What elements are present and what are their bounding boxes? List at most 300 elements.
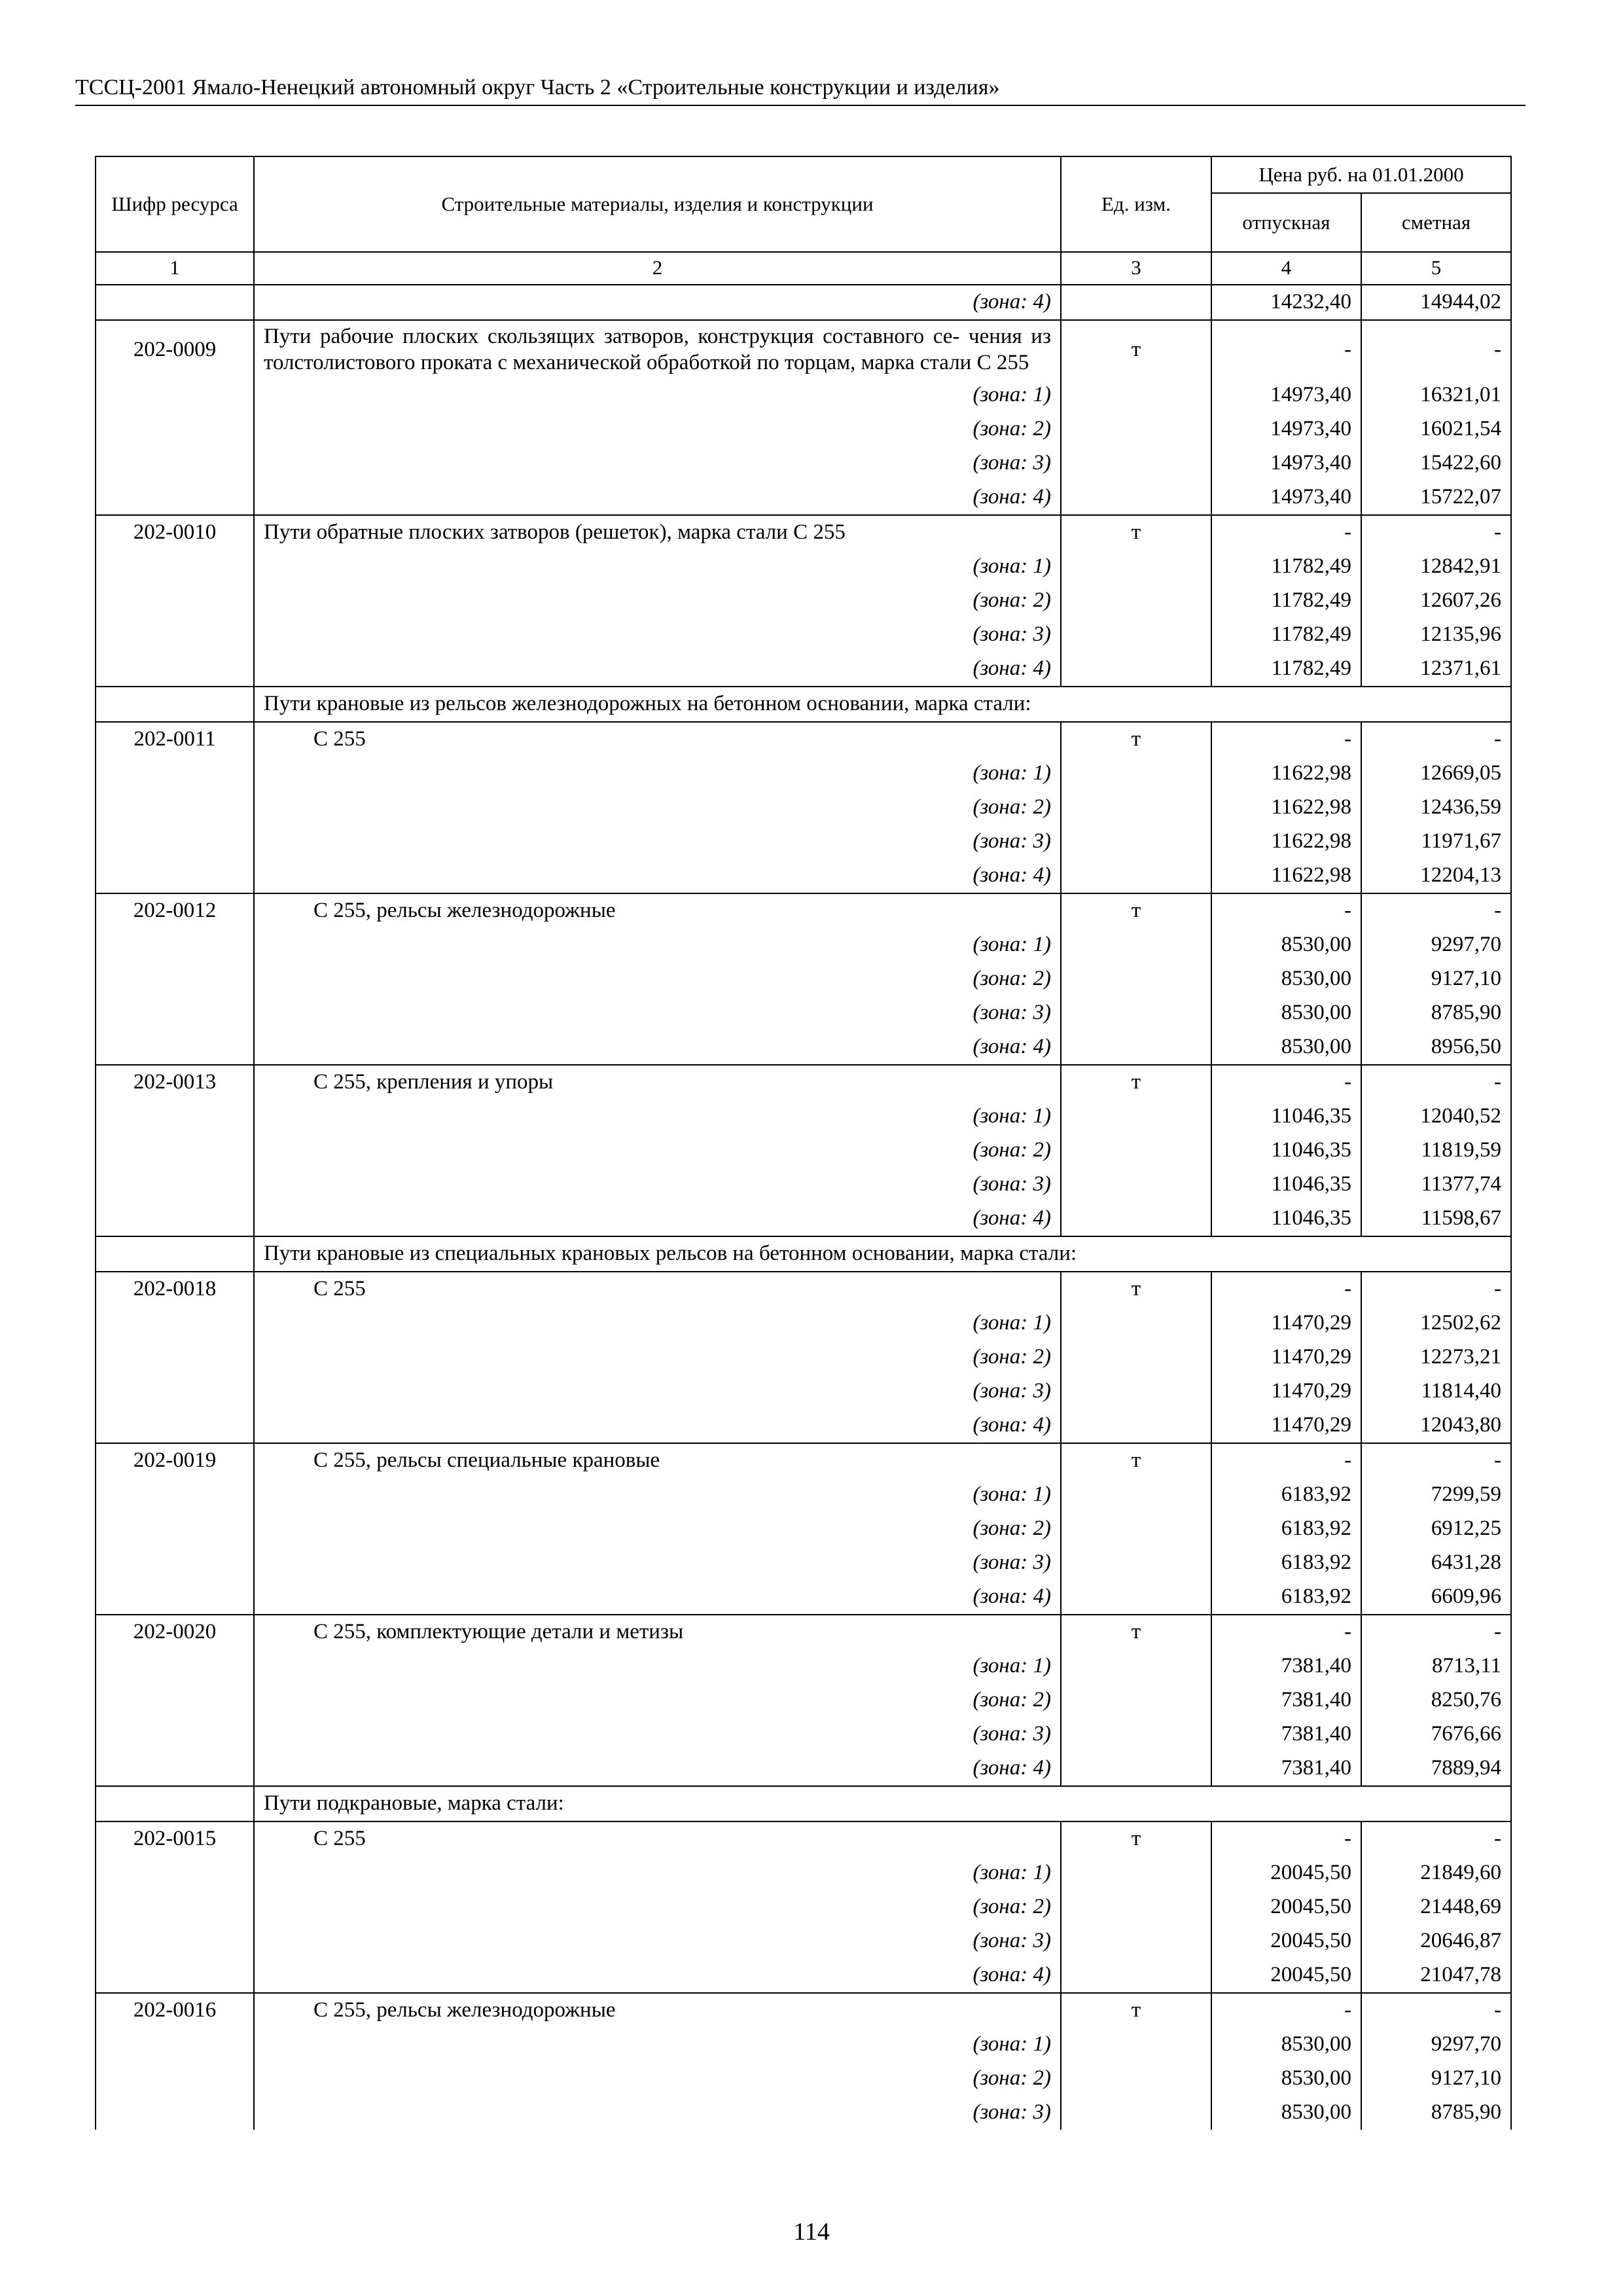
item-name: С 255, рельсы специальные крановые xyxy=(254,1443,1061,1478)
price-table xyxy=(95,156,1512,2130)
zone-row xyxy=(96,1134,1511,1168)
estimate-price: - xyxy=(1361,515,1511,550)
code-cell xyxy=(96,550,254,584)
unit-cell xyxy=(1061,1751,1211,1786)
estimate-price: - xyxy=(1361,1272,1511,1306)
unit-cell xyxy=(1061,1134,1211,1168)
code-cell xyxy=(96,412,254,446)
estimate-price: 12502,62 xyxy=(1361,1306,1511,1340)
code-cell xyxy=(96,1546,254,1580)
unit-cell xyxy=(1061,1890,1211,1924)
zone-label: (зона: 1) xyxy=(254,757,1061,791)
col-number: 3 xyxy=(1061,252,1211,285)
zone-label: (зона: 1) xyxy=(254,378,1061,412)
zone-row xyxy=(96,1924,1511,1958)
zone-row xyxy=(96,550,1511,584)
zone-row xyxy=(96,1030,1511,1065)
release-price: 11470,29 xyxy=(1211,1408,1361,1443)
zone-label: (зона: 3) xyxy=(254,1374,1061,1408)
resource-code: 202-0012 xyxy=(96,893,254,928)
release-price: 11046,35 xyxy=(1211,1134,1361,1168)
col-estimate-header: сметная xyxy=(1361,193,1511,252)
zone-label: (зона: 3) xyxy=(254,2096,1061,2130)
code-cell xyxy=(96,928,254,962)
zone-row xyxy=(96,1751,1511,1786)
unit-cell xyxy=(1061,480,1211,515)
zone-label: (зона: 1) xyxy=(254,928,1061,962)
item-row xyxy=(96,1272,1511,1306)
code-cell xyxy=(96,1134,254,1168)
code-cell xyxy=(96,996,254,1030)
release-price: 7381,40 xyxy=(1211,1751,1361,1786)
unit-cell xyxy=(1061,446,1211,480)
estimate-price: 16321,01 xyxy=(1361,378,1511,412)
item-row xyxy=(96,1993,1511,2028)
zone-label: (зона: 2) xyxy=(254,962,1061,996)
col-number: 5 xyxy=(1361,252,1511,285)
zone-label: (зона: 2) xyxy=(254,791,1061,825)
zone-label: (зона: 1) xyxy=(254,1478,1061,1512)
estimate-price: 11598,67 xyxy=(1361,1202,1511,1236)
item-name: Пути рабочие плоских скользящих затворов, конструкция составного се- чения из толстолистового проката с механической обработкой по торцам, марка стали С 255 xyxy=(254,320,1061,378)
zone-label: (зона: 2) xyxy=(254,2062,1061,2096)
zone-label: (зона: 4) xyxy=(254,1580,1061,1615)
unit-cell: т xyxy=(1061,893,1211,928)
estimate-price: 12607,26 xyxy=(1361,584,1511,618)
estimate-price: - xyxy=(1361,1615,1511,1649)
code-cell xyxy=(96,618,254,652)
code-cell xyxy=(96,1856,254,1890)
estimate-price: 9127,10 xyxy=(1361,2062,1511,2096)
estimate-price: 12273,21 xyxy=(1361,1340,1511,1374)
estimate-price: 8713,11 xyxy=(1361,1649,1511,1683)
unit-cell xyxy=(1061,1924,1211,1958)
zone-label: (зона: 1) xyxy=(254,1856,1061,1890)
code-cell xyxy=(96,757,254,791)
zone-row xyxy=(96,1649,1511,1683)
item-name: С 255, рельсы железнодорожные xyxy=(254,1993,1061,2028)
code-cell xyxy=(96,1924,254,1958)
release-price: 11622,98 xyxy=(1211,791,1361,825)
code-cell xyxy=(96,1100,254,1134)
estimate-price: - xyxy=(1361,722,1511,757)
section-row xyxy=(96,1236,1511,1272)
release-price: 7381,40 xyxy=(1211,1683,1361,1717)
estimate-price: - xyxy=(1361,1443,1511,1478)
release-price: - xyxy=(1211,722,1361,757)
estimate-price: 21849,60 xyxy=(1361,1856,1511,1890)
unit-cell xyxy=(1061,1340,1211,1374)
col-price-header: Цена руб. на 01.01.2000 xyxy=(1211,156,1511,193)
zone-row xyxy=(96,825,1511,859)
code-cell xyxy=(96,859,254,893)
zone-label: (зона: 3) xyxy=(254,1546,1061,1580)
zone-label: (зона: 3) xyxy=(254,618,1061,652)
zone-label: (зона: 4) xyxy=(254,1030,1061,1065)
unit-cell xyxy=(1061,378,1211,412)
unit-cell xyxy=(1061,285,1211,320)
zone-label: (зона: 4) xyxy=(254,652,1061,687)
item-row xyxy=(96,320,1511,378)
resource-code: 202-0011 xyxy=(96,722,254,757)
item-name: С 255, крепления и упоры xyxy=(254,1065,1061,1100)
zone-row xyxy=(96,1958,1511,1993)
unit-cell xyxy=(1061,996,1211,1030)
unit-cell xyxy=(1061,584,1211,618)
section-code-cell xyxy=(96,1786,254,1821)
release-price: - xyxy=(1211,1821,1361,1856)
code-cell xyxy=(96,1478,254,1512)
unit-cell xyxy=(1061,2096,1211,2130)
release-price: - xyxy=(1211,1272,1361,1306)
code-cell xyxy=(96,378,254,412)
release-price: 11470,29 xyxy=(1211,1306,1361,1340)
estimate-price: 12135,96 xyxy=(1361,618,1511,652)
zone-row xyxy=(96,618,1511,652)
release-price: 8530,00 xyxy=(1211,928,1361,962)
zone-label: (зона: 2) xyxy=(254,412,1061,446)
zone-label: (зона: 4) xyxy=(254,859,1061,893)
zone-label: (зона: 1) xyxy=(254,1306,1061,1340)
unit-cell xyxy=(1061,1580,1211,1615)
code-cell xyxy=(96,285,254,320)
unit-cell xyxy=(1061,1683,1211,1717)
unit-cell xyxy=(1061,1478,1211,1512)
release-price: 11046,35 xyxy=(1211,1100,1361,1134)
zone-row xyxy=(96,1512,1511,1546)
zone-label: (зона: 3) xyxy=(254,825,1061,859)
zone-row xyxy=(96,1683,1511,1717)
release-price: 20045,50 xyxy=(1211,1856,1361,1890)
resource-code: 202-0019 xyxy=(96,1443,254,1478)
col-number: 1 xyxy=(96,252,254,285)
estimate-price: 14944,02 xyxy=(1361,285,1511,320)
zone-row xyxy=(96,1546,1511,1580)
code-cell xyxy=(96,1649,254,1683)
code-cell xyxy=(96,1340,254,1374)
section-title: Пути крановые из специальных крановых рельсов на бетонном основании, марка стали: xyxy=(254,1236,1511,1272)
code-cell xyxy=(96,1408,254,1443)
zone-row xyxy=(96,1580,1511,1615)
release-price: 11622,98 xyxy=(1211,825,1361,859)
item-name: С 255 xyxy=(254,722,1061,757)
zone-label: (зона: 3) xyxy=(254,1717,1061,1751)
unit-cell xyxy=(1061,652,1211,687)
item-row xyxy=(96,515,1511,550)
unit-cell: т xyxy=(1061,1993,1211,2028)
release-price: 8530,00 xyxy=(1211,2096,1361,2130)
col-number: 4 xyxy=(1211,252,1361,285)
estimate-price: 6609,96 xyxy=(1361,1580,1511,1615)
code-cell xyxy=(96,446,254,480)
estimate-price: 16021,54 xyxy=(1361,412,1511,446)
estimate-price: 8956,50 xyxy=(1361,1030,1511,1065)
item-name: С 255 xyxy=(254,1272,1061,1306)
code-cell xyxy=(96,825,254,859)
estimate-price: 9127,10 xyxy=(1361,962,1511,996)
unit-cell xyxy=(1061,1408,1211,1443)
zone-row xyxy=(96,1100,1511,1134)
zone-label: (зона: 2) xyxy=(254,1340,1061,1374)
estimate-price: 8250,76 xyxy=(1361,1683,1511,1717)
unit-cell: т xyxy=(1061,722,1211,757)
unit-cell xyxy=(1061,791,1211,825)
zone-row xyxy=(96,1717,1511,1751)
page-number: 114 xyxy=(793,2218,830,2246)
unit-cell xyxy=(1061,757,1211,791)
zone-label: (зона: 3) xyxy=(254,1924,1061,1958)
release-price: - xyxy=(1211,320,1361,378)
code-cell xyxy=(96,1168,254,1202)
zone-label: (зона: 2) xyxy=(254,1134,1061,1168)
zone-row xyxy=(96,412,1511,446)
release-price: 14232,40 xyxy=(1211,285,1361,320)
section-title: Пути подкрановые, марка стали: xyxy=(254,1786,1511,1821)
estimate-price: - xyxy=(1361,1993,1511,2028)
item-name: С 255, комплектующие детали и метизы xyxy=(254,1615,1061,1649)
code-cell xyxy=(96,2062,254,2096)
release-price: 6183,92 xyxy=(1211,1512,1361,1546)
unit-cell xyxy=(1061,412,1211,446)
estimate-price: 11819,59 xyxy=(1361,1134,1511,1168)
estimate-price: 12040,52 xyxy=(1361,1100,1511,1134)
section-code-cell xyxy=(96,1236,254,1272)
zone-row xyxy=(96,1202,1511,1236)
release-price: 11622,98 xyxy=(1211,757,1361,791)
release-price: 8530,00 xyxy=(1211,1030,1361,1065)
release-price: 11782,49 xyxy=(1211,618,1361,652)
zone-label: (зона: 4) xyxy=(254,1202,1061,1236)
estimate-price: 9297,70 xyxy=(1361,2028,1511,2062)
estimate-price: 6431,28 xyxy=(1361,1546,1511,1580)
unit-cell xyxy=(1061,1958,1211,1993)
estimate-price: 11377,74 xyxy=(1361,1168,1511,1202)
estimate-price: - xyxy=(1361,320,1511,378)
code-cell xyxy=(96,1030,254,1065)
zone-row xyxy=(96,446,1511,480)
code-cell xyxy=(96,962,254,996)
estimate-price: 15722,07 xyxy=(1361,480,1511,515)
unit-cell xyxy=(1061,1717,1211,1751)
zone-row xyxy=(96,480,1511,515)
code-cell xyxy=(96,1512,254,1546)
estimate-price: 9297,70 xyxy=(1361,928,1511,962)
zone-row xyxy=(96,1890,1511,1924)
estimate-price: 12043,80 xyxy=(1361,1408,1511,1443)
estimate-price: 8785,90 xyxy=(1361,996,1511,1030)
unit-cell xyxy=(1061,1374,1211,1408)
release-price: 6183,92 xyxy=(1211,1478,1361,1512)
zone-label: (зона: 4) xyxy=(254,1751,1061,1786)
code-cell xyxy=(96,1202,254,1236)
zone-label: (зона: 4) xyxy=(254,1408,1061,1443)
zone-label: (зона: 1) xyxy=(254,1100,1061,1134)
unit-cell xyxy=(1061,1030,1211,1065)
section-row xyxy=(96,687,1511,722)
zone-row xyxy=(96,2028,1511,2062)
code-cell xyxy=(96,480,254,515)
estimate-price: 7889,94 xyxy=(1361,1751,1511,1786)
release-price: 20045,50 xyxy=(1211,1958,1361,1993)
zone-label: (зона: 1) xyxy=(254,550,1061,584)
code-cell xyxy=(96,1683,254,1717)
zone-row xyxy=(96,2062,1511,2096)
zone-label: (зона: 3) xyxy=(254,1168,1061,1202)
release-price: 11470,29 xyxy=(1211,1374,1361,1408)
release-price: 8530,00 xyxy=(1211,996,1361,1030)
release-price: - xyxy=(1211,1443,1361,1478)
release-price: 14973,40 xyxy=(1211,480,1361,515)
estimate-price: 21047,78 xyxy=(1361,1958,1511,1993)
resource-code: 202-0009 xyxy=(96,320,254,378)
unit-cell xyxy=(1061,2028,1211,2062)
unit-cell xyxy=(1061,859,1211,893)
release-price: 14973,40 xyxy=(1211,446,1361,480)
release-price: 11046,35 xyxy=(1211,1168,1361,1202)
code-cell xyxy=(96,2028,254,2062)
estimate-price: 8785,90 xyxy=(1361,2096,1511,2130)
estimate-price: 11814,40 xyxy=(1361,1374,1511,1408)
zone-row xyxy=(96,928,1511,962)
estimate-price: 7676,66 xyxy=(1361,1717,1511,1751)
release-price: 20045,50 xyxy=(1211,1890,1361,1924)
code-cell xyxy=(96,1306,254,1340)
unit-cell xyxy=(1061,1100,1211,1134)
zone-label: (зона: 2) xyxy=(254,1683,1061,1717)
release-price: 7381,40 xyxy=(1211,1649,1361,1683)
item-row xyxy=(96,1821,1511,1856)
release-price: 11782,49 xyxy=(1211,652,1361,687)
unit-cell xyxy=(1061,928,1211,962)
code-cell xyxy=(96,1580,254,1615)
resource-code: 202-0015 xyxy=(96,1821,254,1856)
release-price: 11782,49 xyxy=(1211,550,1361,584)
unit-cell xyxy=(1061,1546,1211,1580)
estimate-price: 21448,69 xyxy=(1361,1890,1511,1924)
estimate-price: 11971,67 xyxy=(1361,825,1511,859)
item-name: Пути обратные плоских затворов (решеток), марка стали С 255 xyxy=(254,515,1061,550)
unit-cell xyxy=(1061,1512,1211,1546)
table-body xyxy=(96,285,1511,2130)
section-code-cell xyxy=(96,687,254,722)
item-row xyxy=(96,893,1511,928)
estimate-price: - xyxy=(1361,1065,1511,1100)
release-price: 8530,00 xyxy=(1211,962,1361,996)
zone-row xyxy=(96,1340,1511,1374)
zone-label: (зона: 1) xyxy=(254,1649,1061,1683)
zone-label: (зона: 2) xyxy=(254,1890,1061,1924)
col-code-header: Шифр ресурса xyxy=(96,156,254,252)
release-price: - xyxy=(1211,893,1361,928)
estimate-price: - xyxy=(1361,893,1511,928)
unit-cell: т xyxy=(1061,1443,1211,1478)
item-name: С 255, рельсы железнодорожные xyxy=(254,893,1061,928)
code-cell xyxy=(96,1890,254,1924)
zone-row xyxy=(96,996,1511,1030)
unit-cell xyxy=(1061,825,1211,859)
release-price: 7381,40 xyxy=(1211,1717,1361,1751)
item-row xyxy=(96,722,1511,757)
unit-cell xyxy=(1061,1649,1211,1683)
table-header xyxy=(96,156,1511,285)
col-number: 2 xyxy=(254,252,1061,285)
zone-row xyxy=(96,1856,1511,1890)
estimate-price: 7299,59 xyxy=(1361,1478,1511,1512)
release-price: - xyxy=(1211,1065,1361,1100)
zone-label: (зона: 1) xyxy=(254,2028,1061,2062)
item-row xyxy=(96,1065,1511,1100)
code-cell xyxy=(96,1751,254,1786)
release-price: 14973,40 xyxy=(1211,378,1361,412)
estimate-price: 6912,25 xyxy=(1361,1512,1511,1546)
unit-cell xyxy=(1061,618,1211,652)
section-title: Пути крановые из рельсов железнодорожных на бетонном основании, марка стали: xyxy=(254,687,1511,722)
estimate-price: 12371,61 xyxy=(1361,652,1511,687)
zone-label: (зона: 4) xyxy=(254,1958,1061,1993)
zone-row xyxy=(96,1306,1511,1340)
zone-label: (зона: 4) xyxy=(254,285,1061,320)
resource-code: 202-0016 xyxy=(96,1993,254,2028)
zone-row xyxy=(96,1408,1511,1443)
release-price: - xyxy=(1211,1615,1361,1649)
unit-cell xyxy=(1061,1168,1211,1202)
code-cell xyxy=(96,791,254,825)
release-price: - xyxy=(1211,515,1361,550)
zone-label: (зона: 4) xyxy=(254,480,1061,515)
unit-cell: т xyxy=(1061,1821,1211,1856)
code-cell xyxy=(96,1717,254,1751)
estimate-price: 15422,60 xyxy=(1361,446,1511,480)
resource-code: 202-0018 xyxy=(96,1272,254,1306)
release-price: 14973,40 xyxy=(1211,412,1361,446)
release-price: 8530,00 xyxy=(1211,2028,1361,2062)
zone-row xyxy=(96,2096,1511,2130)
zone-row xyxy=(96,757,1511,791)
code-cell xyxy=(96,2096,254,2130)
unit-cell xyxy=(1061,962,1211,996)
item-row xyxy=(96,1615,1511,1649)
release-price: 11046,35 xyxy=(1211,1202,1361,1236)
zone-label: (зона: 3) xyxy=(254,446,1061,480)
zone-row xyxy=(96,285,1511,320)
unit-cell: т xyxy=(1061,1615,1211,1649)
release-price: 6183,92 xyxy=(1211,1580,1361,1615)
zone-label: (зона: 3) xyxy=(254,996,1061,1030)
unit-cell: т xyxy=(1061,320,1211,378)
release-price: 6183,92 xyxy=(1211,1546,1361,1580)
release-price: 11782,49 xyxy=(1211,584,1361,618)
zone-row xyxy=(96,962,1511,996)
estimate-price: 12436,59 xyxy=(1361,791,1511,825)
code-cell xyxy=(96,652,254,687)
unit-cell xyxy=(1061,1306,1211,1340)
zone-label: (зона: 2) xyxy=(254,584,1061,618)
estimate-price: 12204,13 xyxy=(1361,859,1511,893)
zone-row xyxy=(96,584,1511,618)
unit-cell xyxy=(1061,2062,1211,2096)
unit-cell: т xyxy=(1061,1272,1211,1306)
unit-cell xyxy=(1061,550,1211,584)
estimate-price: - xyxy=(1361,1821,1511,1856)
estimate-price: 12842,91 xyxy=(1361,550,1511,584)
code-cell xyxy=(96,1374,254,1408)
release-price: 11470,29 xyxy=(1211,1340,1361,1374)
unit-cell xyxy=(1061,1202,1211,1236)
zone-row xyxy=(96,652,1511,687)
page-header: ТССЦ-2001 Ямало-Ненецкий автономный округ Часть 2 «Строительные конструкции и изделия» xyxy=(75,73,1525,106)
col-unit-header: Ед. изм. xyxy=(1061,156,1211,252)
resource-code: 202-0010 xyxy=(96,515,254,550)
